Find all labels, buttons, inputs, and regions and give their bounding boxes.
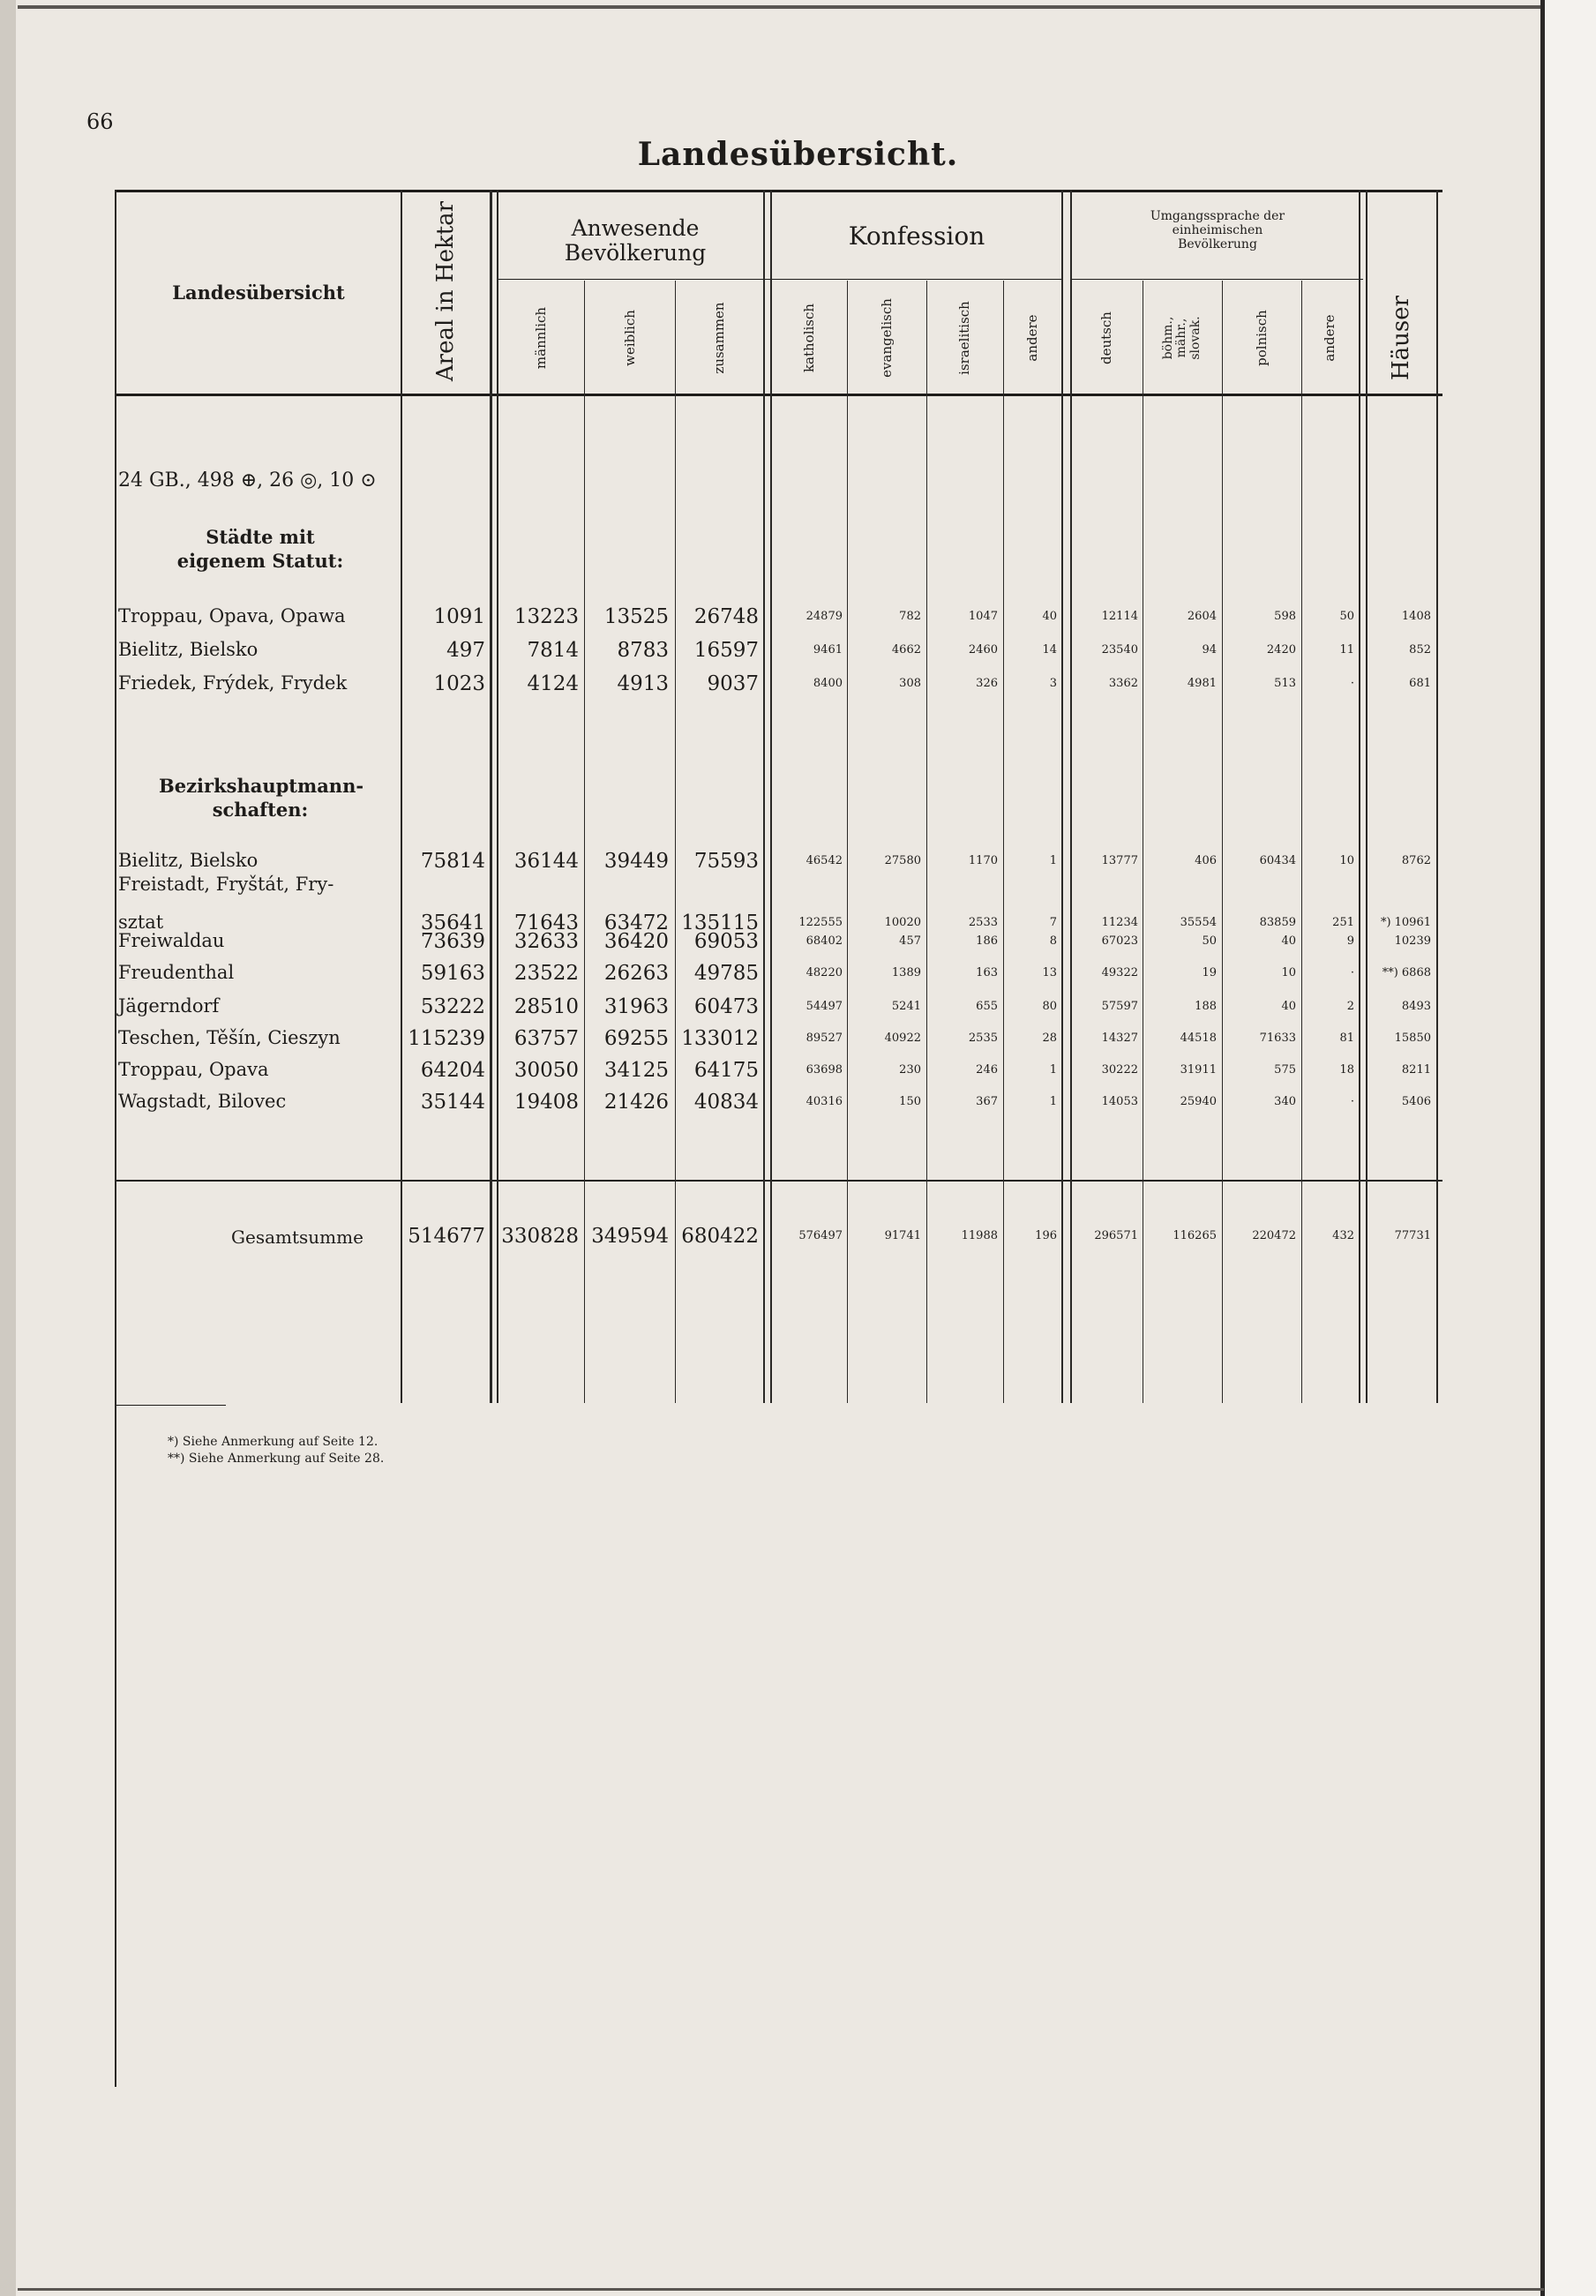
table-cell: 681 [1409,677,1431,690]
table-cell: 3362 [1108,677,1138,690]
column-rule [584,281,585,1403]
col-header-boehm-maehr-slovak: böhm., mähr., slovak. [1160,316,1203,360]
table-cell: 2420 [1266,643,1296,657]
table-cell: 28510 [513,995,579,1018]
total-cell: 349594 [591,1225,669,1248]
table-cell: 10239 [1394,934,1431,948]
table-cell: **) 6868 [1382,966,1431,979]
table-cell: 35144 [420,1091,485,1114]
table-cell: 49785 [693,962,759,985]
table-cell: 4981 [1187,677,1217,690]
table-cell: 35554 [1180,916,1217,929]
subheader-rule [1072,279,1363,280]
column-rule [1436,190,1438,1403]
table-cell: 163 [976,966,998,979]
row-label: Troppau, Opava, Opawa [118,605,346,627]
table-cell: 30050 [513,1059,579,1082]
table-cell: 16597 [693,639,759,662]
column-rule [401,190,402,1403]
table-cell: 25940 [1180,1095,1217,1108]
table-cell: 31911 [1180,1063,1217,1077]
table-cell: 73639 [420,930,485,953]
table-cell: 4662 [891,643,921,657]
table-cell: 24879 [805,610,843,623]
table-cell: 135115 [681,912,759,934]
column-rule [763,190,765,1403]
table-cell: 12114 [1101,610,1138,623]
column-rule [1222,281,1223,1403]
table-cell: 1 [1049,1063,1057,1077]
table-cell: 251 [1332,916,1354,929]
table-cell: 4124 [527,672,579,695]
row-label: Friedek, Frýdek, Frydek [118,672,348,694]
footnote-2: **) Siehe Anmerkung auf Seite 28. [168,1452,385,1466]
table-cell: 19408 [513,1091,579,1114]
row-label: Wagstadt, Bilovec [118,1091,287,1112]
table-cell: 10 [1281,966,1296,979]
table-cell: 7 [1049,916,1057,929]
table-cell: 21426 [603,1091,669,1114]
table-cell: 1 [1049,1095,1057,1108]
page-title: Landesübersicht. [637,136,959,173]
table-cell: 40 [1042,610,1057,623]
col-header-maennlich: männlich [533,306,549,370]
table-cell: 8211 [1401,1063,1431,1077]
table-cell: 27580 [884,854,921,867]
areal-header: Areal in Hektar [432,200,459,382]
table-cell: 2604 [1187,610,1217,623]
population-group-header: Anwesende Bevölkerung [564,215,707,266]
table-cell: 18 [1339,1063,1354,1077]
column-rule [1301,281,1302,1403]
table-cell: 1023 [433,672,485,695]
col-header-israelitisch: israelitisch [956,301,972,375]
table-cell: 59163 [420,962,485,985]
table-cell: 13525 [603,605,669,628]
table-cell: 15850 [1394,1032,1431,1045]
table-cell: 2 [1346,1000,1354,1013]
total-cell: 116265 [1173,1229,1217,1242]
table-cell: 122555 [798,916,843,929]
table-cell: 852 [1409,643,1431,657]
table-cell: 63757 [513,1027,579,1050]
table-cell: 28 [1042,1032,1057,1045]
table-cell: 80 [1042,1000,1057,1013]
table-cell: 115239 [408,1027,485,1050]
table-cell: 2460 [968,643,998,657]
table-cell: 40922 [884,1032,921,1045]
col-header-zusammen: zusammen [711,302,727,374]
column-rule [497,190,498,1403]
total-cell: 196 [1035,1229,1057,1242]
table-cell: · [1350,677,1354,690]
header-bottom-rule [115,394,1442,396]
table-cell: 46542 [805,854,843,867]
table-cell: 71643 [513,912,579,934]
column-rule [1003,281,1004,1403]
table-cell: 7814 [527,639,579,662]
table-cell: 8493 [1401,1000,1431,1013]
table-cell: 40 [1281,934,1296,948]
scan-bottom-edge [18,2288,1544,2291]
row-label: Freiwaldau [118,930,225,951]
table-cell: 23522 [513,962,579,985]
total-cell: 91741 [884,1229,921,1242]
total-cell: 296571 [1094,1229,1138,1242]
table-cell: 67023 [1101,934,1138,948]
table-cell: 11234 [1101,916,1138,929]
scan-right-edge [1540,0,1596,2296]
table-cell: 457 [899,934,921,948]
row-label: Bielitz, Bielsko [118,850,259,871]
table-cell: 69053 [693,930,759,953]
table-cell: 8400 [813,677,843,690]
table-cell: 68402 [805,934,843,948]
table-cell: 9037 [707,672,759,695]
section-bezirke: Bezirkshauptmann-schaften: [159,775,364,822]
intro-line: 24 GB., 498 ⊕, 26 ◎, 10 ⊙ [118,469,377,491]
table-cell: 26263 [603,962,669,985]
table-cell: 53222 [420,995,485,1018]
scan-top-edge [18,5,1544,9]
table-cell: 34125 [603,1059,669,1082]
table-cell: 1 [1049,854,1057,867]
table-top-rule [115,190,1442,192]
table-cell: 57597 [1101,1000,1138,1013]
table-cell: 1170 [968,854,998,867]
table-cell: 36144 [513,850,579,873]
subheader-rule [497,279,770,280]
table-cell: 10 [1339,854,1354,867]
scan-margin [0,0,16,2296]
total-label: Gesamtsumme [231,1227,363,1248]
table-cell: 1047 [968,610,998,623]
table-cell: · [1350,1095,1354,1108]
table-cell: 2535 [968,1032,998,1045]
table-cell: 89527 [805,1032,843,1045]
table-cell: 1408 [1401,610,1431,623]
table-cell: 9461 [813,643,843,657]
table-cell: 49322 [1101,966,1138,979]
table-cell: 367 [976,1095,998,1108]
table-cell: 40834 [693,1091,759,1114]
table-cell: 133012 [681,1027,759,1050]
table-cell: 60434 [1259,854,1296,867]
table-cell: *) 10961 [1380,916,1431,929]
table-cell: 50 [1202,934,1217,948]
page-number: 66 [86,109,114,134]
table-cell: 575 [1274,1063,1296,1077]
column-rule [1070,190,1072,1403]
table-cell: 40316 [805,1095,843,1108]
table-cell: 50 [1339,610,1354,623]
table-cell: 71633 [1259,1032,1296,1045]
table-cell: 326 [976,677,998,690]
table-cell: 308 [899,677,921,690]
table-cell: 60473 [693,995,759,1018]
footnote-1: *) Siehe Anmerkung auf Seite 12. [168,1435,378,1449]
table-cell: 782 [899,610,921,623]
table-cell: 63698 [805,1063,843,1077]
table-cell: 94 [1202,643,1217,657]
table-cell: 75593 [693,850,759,873]
total-cell: 432 [1332,1229,1354,1242]
houses-header: Häuser [1388,295,1414,381]
table-cell: 497 [446,639,485,662]
row-label: Bielitz, Bielsko [118,639,259,660]
total-cell: 11988 [961,1229,998,1242]
table-cell: 26748 [693,605,759,628]
row-label: Freudenthal [118,962,235,983]
column-rule [1359,190,1360,1403]
table-cell: 11 [1339,643,1354,657]
column-rule [770,190,772,1403]
row-label-continuation: sztat [118,912,164,933]
table-cell: 2533 [968,916,998,929]
table-left-rule [115,190,116,2087]
row-label: Freistadt, Fryštát, Fry- [118,874,334,895]
table-cell: 54497 [805,1000,843,1013]
table-cell: 75814 [420,850,485,873]
col-header-andere-sprache: andere [1322,314,1337,362]
table-cell: 4913 [617,672,669,695]
table-cell: 64175 [693,1059,759,1082]
table-cell: 10020 [884,916,921,929]
column-rule [490,190,492,1403]
table-cell: 36420 [603,930,669,953]
row-label: Teschen, Těšín, Cieszyn [118,1027,341,1048]
column-rule [847,281,848,1403]
total-rule [115,1180,1442,1182]
col-header-katholisch: katholisch [801,303,817,373]
section-staedte: Städte mit eigenem Statut: [176,526,344,573]
table-cell: · [1350,966,1354,979]
table-cell: 39449 [603,850,669,873]
table-cell: 186 [976,934,998,948]
total-cell: 220472 [1252,1229,1296,1242]
total-cell: 680422 [681,1225,759,1248]
confession-group-header: Konfession [848,221,985,251]
column-rule [675,281,676,1403]
table-cell: 44518 [1180,1032,1217,1045]
table-cell: 14327 [1101,1032,1138,1045]
column-rule [1366,190,1367,1403]
subheader-rule [770,279,1063,280]
table-cell: 8762 [1401,854,1431,867]
footnote-rule [155,1405,226,1406]
table-cell: 5406 [1401,1095,1431,1108]
col-header-deutsch: deutsch [1098,311,1114,364]
table-cell: 13 [1042,966,1057,979]
table-cell: 5241 [891,1000,921,1013]
col-header-andere-konfession: andere [1024,314,1040,362]
table-cell: 8 [1049,934,1057,948]
table-cell: 230 [899,1063,921,1077]
table-cell: 48220 [805,966,843,979]
table-cell: 8783 [617,639,669,662]
table-cell: 9 [1346,934,1354,948]
table-cell: 655 [976,1000,998,1013]
row-label: Jägerndorf [118,995,220,1017]
table-cell: 81 [1339,1032,1354,1045]
col-header-polnisch: polnisch [1254,310,1270,366]
table-cell: 3 [1049,677,1057,690]
table-cell: 63472 [603,912,669,934]
table-cell: 150 [899,1095,921,1108]
table-cell: 64204 [420,1059,485,1082]
table-cell: 14 [1042,643,1057,657]
table-cell: 1091 [433,605,485,628]
column-rule [926,281,927,1403]
column-rule [1061,190,1063,1403]
table-cell: 35641 [420,912,485,934]
table-cell: 30222 [1101,1063,1138,1077]
table-cell: 83859 [1259,916,1296,929]
table-cell: 1389 [891,966,921,979]
stub-header: Landesübersicht [172,281,345,304]
table-cell: 513 [1274,677,1296,690]
table-cell: 598 [1274,610,1296,623]
table-cell: 31963 [603,995,669,1018]
table-cell: 32633 [513,930,579,953]
table-cell: 406 [1195,854,1217,867]
table-cell: 40 [1281,1000,1296,1013]
total-cell: 576497 [798,1229,843,1242]
total-cell: 330828 [501,1225,579,1248]
table-cell: 14053 [1101,1095,1138,1108]
table-cell: 246 [976,1063,998,1077]
table-cell: 23540 [1101,643,1138,657]
col-header-weiblich: weiblich [622,310,638,366]
table-cell: 340 [1274,1095,1296,1108]
table-cell: 13223 [513,605,579,628]
total-cell: 77731 [1394,1229,1431,1242]
table-cell: 13777 [1101,854,1138,867]
language-group-header: Umgangssprache der einheimischen Bevölkerung [1150,209,1285,252]
table-cell: 19 [1202,966,1217,979]
table-cell: 188 [1195,1000,1217,1013]
total-cell: 514677 [408,1225,485,1248]
row-label: Troppau, Opava [118,1059,269,1080]
table-cell: 69255 [603,1027,669,1050]
col-header-evangelisch: evangelisch [879,298,895,378]
